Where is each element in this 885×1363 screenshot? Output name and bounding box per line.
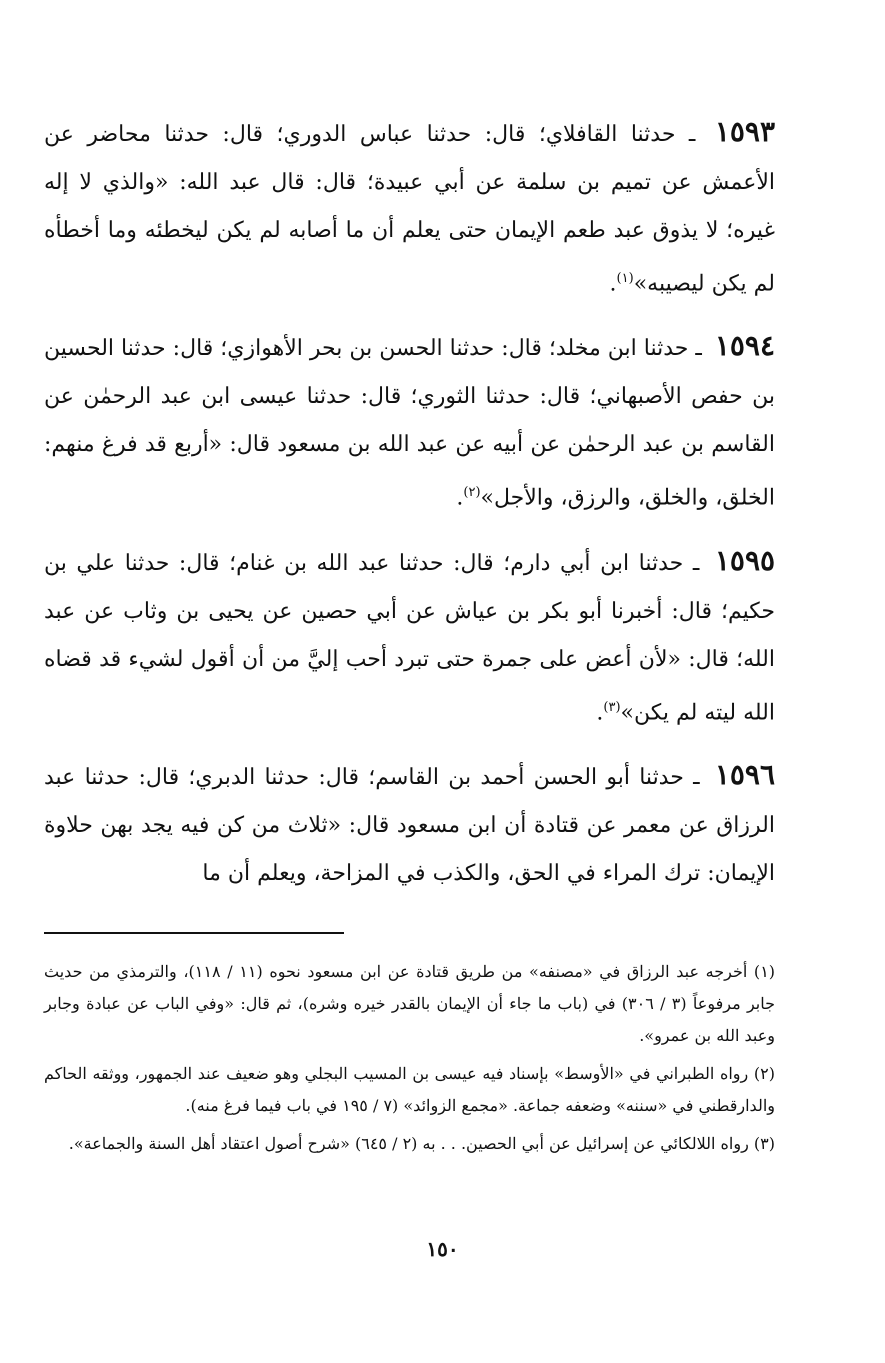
footnote-2: (٢) رواه الطبراني في «الأوسط» بإسناد فيه عيسى بن المسيب البجلي وهو ضعيف عند الجمهور، ووثقه الحاكم والدارقطني في «سننه» وضعفه جماعة. «مجمع الزوائد» (٧ / ١٩٥ في باب فيما فرغ منه). [44,1063,775,1115]
footnote-ref: (٣) [603,699,621,715]
entry-text: ـ حدثنا القافلاي؛ قال: حدثنا عباس الدوري؛ قال: حدثنا محاضر عن الأعمش عن تميم بن سلمة عن أبي عبيدة؛ قال: قال عبد الله: «والذي لا إله غيره؛ لا يذوق عبد طعم الإيمان حتى يعلم أن ما أصابه لم يكن ليخطئه وما أخطأه لم يكن ليصيبه» [44,122,775,297]
footnote-ref: (١) [616,271,634,286]
entry-text: ـ حدثنا ابن أبي دارم؛ قال: حدثنا عبد الله بن غنام؛ قال: حدثنا علي بن حكيم؛ قال: أخبرنا أبو بكر بن عياش عن أبي حصين عن يحيى بن وثاب عن عبد الله؛ قال: «لأن أعض على جمرة حتى تبرد أحب إليَّ من أن أقول لشيء قد قضاه الله ليته لم يكن» [44,550,775,725]
footnote-divider-row [44,912,775,956]
footnote-divider [44,932,344,934]
entry-end: . [596,699,604,725]
footnote-ref: (٢) [463,485,481,501]
entry-end: . [456,485,464,511]
entry-text: ـ حدثنا أبو الحسن أحمد بن القاسم؛ قال: حدثنا الدبري؛ قال: حدثنا عبد الرزاق عن معمر عن قتادة أن ابن مسعود قال: «ثلاث من كن فيه يجد بهن حلاوة الإيمان: ترك المراء في الحق، والكذب في المزاحة، ويعلم أن ما [44,764,775,886]
entry-number: ١٥٩٣ [714,115,775,148]
entry-number: ١٥٩٥ [714,543,776,577]
footnote-3: (٣) رواه اللالكائي عن إسرائيل عن أبي الحصين. . . به (٢ / ٦٤٥) «شرح أصول اعتقاد أهل السنة والجماعة». [68,1133,775,1153]
hadith-entry-1593 [44,108,775,308]
entry-end: . [609,271,617,297]
hadith-entry-1596 [44,751,775,898]
footnote-1: (١) أخرجه عبد الرزاق في «مصنفه» من طريق قتادة عن ابن مسعود نحوه (١١ / ١١٨)، والترمذي من حديث جابر مرفوعاً (٣ / ٣٠٦) في (باب ما جاء أن الإيمان بالقدر خيره وشره)، ثم قال: «وفي الباب عن عبادة وجابر وعبد الله بن عمرو». [44,961,776,1045]
hadith-entry-1594 [44,322,775,522]
page-number: ١٥٠ [426,1237,459,1261]
entry-number: ١٥٩٤ [714,329,775,363]
entry-number: ١٥٩٦ [714,757,775,791]
hadith-entry-1595 [44,537,775,737]
entry-text: ـ حدثنا ابن مخلد؛ قال: حدثنا الحسن بن بحر الأهوازي؛ قال: حدثنا الحسين بن حفص الأصبهاني؛ قال: حدثنا الثوري؛ قال: حدثنا عيسى ابن عبد الرحمٰن عن القاسم بن عبد الرحمٰن عن أبيه عن عبد الله بن مسعود قال: «أربع قد فرغ منهم: الخلق، والخلق، والرزق، والأجل» [44,336,775,511]
